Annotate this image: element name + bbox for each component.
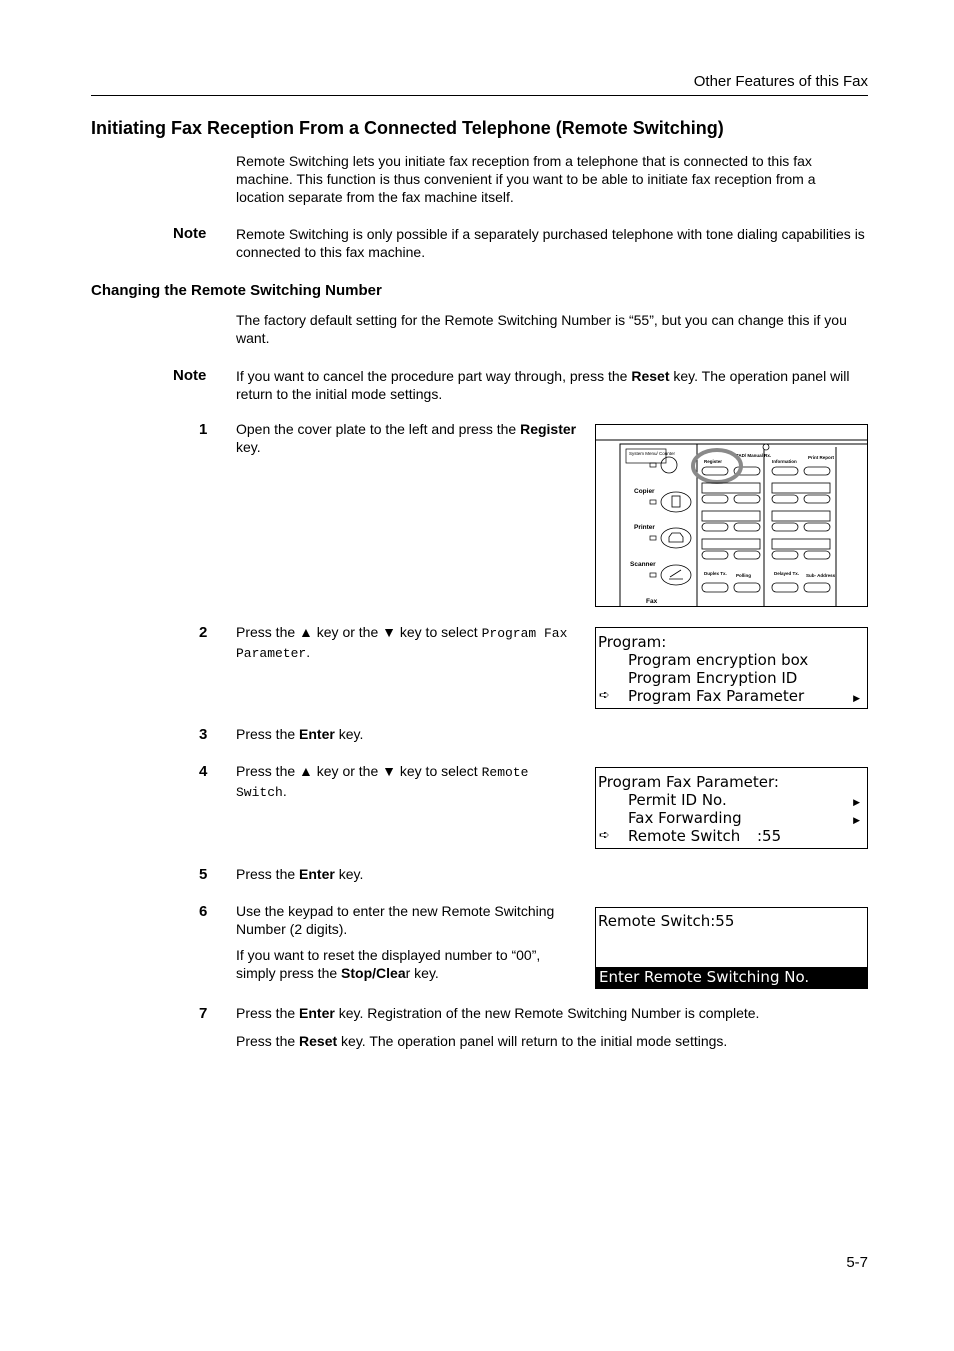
step-text-part: key. The operation panel will return to the initial mode settings. — [337, 1033, 728, 1049]
operation-panel-illustration — [595, 424, 868, 607]
step-text-part: key. Registration of the new Remote Switching Number is complete. — [334, 1005, 760, 1021]
step-text-part: . — [282, 783, 287, 799]
sub-address-button — [804, 583, 830, 592]
label-scanner: Scanner — [630, 561, 656, 568]
enter-key-label: Enter — [299, 726, 335, 742]
label-printer: Printer — [634, 524, 655, 531]
reset-key-label: Reset — [631, 368, 670, 384]
information-button — [772, 467, 798, 475]
print-report-button — [804, 467, 830, 475]
step-text-part: Press the ▲ key or the ▼ key to select — [236, 763, 482, 779]
step-text — [236, 623, 586, 663]
step-text — [236, 1004, 868, 1022]
enter-key-label: Enter — [299, 866, 335, 882]
step-text-part: Press the — [236, 866, 300, 882]
label-duplex: Duplex Tx. — [704, 571, 727, 576]
register-key-label: Register — [520, 421, 577, 437]
register-button — [702, 467, 728, 475]
lcd-prompt-text: Enter Remote Switching No. — [599, 968, 810, 986]
label-print-report: Print Report — [808, 455, 835, 460]
step-number: 2 — [199, 624, 208, 641]
step-text — [236, 865, 363, 883]
lcd-title: Program: — [598, 633, 667, 651]
note-text: Remote Switching is only possible if a separately purchased telephone with tone dialing capabilities is connected to this fax machine. — [236, 226, 865, 260]
page-number: 5-7 — [846, 1254, 868, 1271]
step-number: 4 — [199, 763, 208, 780]
note-label: Note — [173, 225, 207, 242]
note-label: Note — [173, 367, 207, 384]
label-information: Information — [772, 459, 797, 464]
step-number: 7 — [199, 1005, 208, 1022]
note-text-part: If you want to cancel the procedure part way through, press the — [236, 368, 632, 384]
cursor-arrow-icon: ➪ — [599, 688, 610, 703]
step-number: 6 — [199, 903, 208, 920]
label-register: Register — [704, 459, 723, 464]
header-rule — [91, 95, 868, 96]
label-polling: Polling — [736, 573, 751, 578]
lcd-display-remote-switch — [595, 907, 868, 989]
delayed-button — [772, 583, 798, 592]
lcd-prompt-bar — [596, 967, 867, 988]
step-text-part: Press the — [236, 726, 300, 742]
step-number: 3 — [199, 726, 208, 743]
note-text — [236, 367, 868, 403]
label-fax: Fax — [646, 598, 658, 605]
lcd-value: :55 — [757, 827, 782, 845]
step-text-part: r key. — [405, 965, 439, 981]
label-sub-address: Sub- Address — [806, 573, 836, 578]
system-menu-button — [661, 457, 677, 473]
page-title: Initiating Fax Reception From a Connected Telephone (Remote Switching) — [91, 118, 724, 138]
submenu-triangle-icon: ▶ — [853, 816, 860, 826]
label-tad: TAD/ Manual Rx. — [736, 453, 772, 458]
cursor-arrow-icon: ➪ — [599, 828, 610, 843]
step-text-part: Open the cover plate to the left and press the — [236, 421, 521, 437]
label-system: System Menu/ Counter — [629, 451, 676, 456]
lcd-menu-item: Permit ID No. — [628, 791, 727, 809]
register-highlight — [693, 450, 741, 482]
reset-key-label: Reset — [299, 1033, 338, 1049]
lcd-menu-item-selected: Program Fax Parameter — [628, 687, 805, 705]
lcd-menu-item: Program Encryption ID — [628, 669, 798, 687]
step-text-part: Press the ▲ key or the ▼ key to select — [236, 624, 482, 640]
lcd-title: Program Fax Parameter: — [598, 773, 779, 791]
submenu-triangle-icon: ▶ — [853, 694, 860, 704]
intro-paragraph: Remote Switching lets you initiate fax reception from a telephone that is connected to this fax machine. This function is thus convenient if you want to be able to initiate fax reception from a location separate from the fax machine itself. — [236, 153, 816, 205]
step-text — [236, 946, 576, 982]
running-header: Other Features of this Fax — [693, 73, 868, 90]
stop-clear-key-label: Stop/Clea — [341, 965, 406, 981]
step-text-part: key. — [334, 726, 364, 742]
scanner-icon — [669, 570, 683, 579]
step-number: 5 — [199, 866, 208, 883]
section-subheading: Changing the Remote Switching Number — [91, 282, 382, 299]
printer-icon — [669, 533, 683, 542]
step-text-part: . — [306, 644, 311, 660]
step-text-part: key. — [334, 866, 364, 882]
lcd-display-program — [595, 627, 868, 709]
enter-key-label: Enter — [299, 1005, 335, 1021]
menu-item-code: Remote Switch — [236, 765, 529, 800]
lcd-display-fax-parameter — [595, 767, 868, 849]
lcd-menu-item: Program encryption box — [628, 651, 809, 669]
printer-button — [661, 528, 691, 548]
label-delayed: Delayed Tx. — [774, 571, 800, 576]
polling-button — [734, 583, 760, 592]
copier-icon — [672, 496, 680, 507]
step-text-part: Press the — [236, 1005, 300, 1021]
copier-button — [661, 492, 691, 512]
step-text: Use the keypad to enter the new Remote Switching Number (2 digits). — [236, 903, 555, 937]
lcd-entry-line: Remote Switch:55 — [598, 912, 735, 930]
step-text — [236, 1032, 868, 1050]
submenu-triangle-icon: ▶ — [853, 798, 860, 808]
label-copier: Copier — [634, 488, 655, 495]
step-text-part: If you want to reset the displayed number to “00”, simply press the — [236, 947, 541, 981]
lcd-menu-item: Fax Forwarding — [628, 809, 742, 827]
step-text-part: key. — [236, 439, 261, 455]
step-text — [236, 762, 566, 802]
lcd-menu-item-selected: Remote Switch — [628, 827, 741, 845]
step-text-part: Press the — [236, 1033, 300, 1049]
scanner-button — [661, 565, 691, 585]
note-text-part: key. The operation panel will return to the initial mode settings. — [236, 368, 850, 402]
factory-default-paragraph: The factory default setting for the Remote Switching Number is “55”, but you can change this if you want. — [236, 312, 847, 346]
duplex-button — [702, 583, 728, 592]
menu-item-code: Program Fax Parameter — [236, 626, 568, 661]
step-text — [236, 725, 363, 743]
indicator-led — [650, 463, 656, 467]
step-text — [236, 420, 588, 456]
step-number: 1 — [199, 421, 208, 438]
